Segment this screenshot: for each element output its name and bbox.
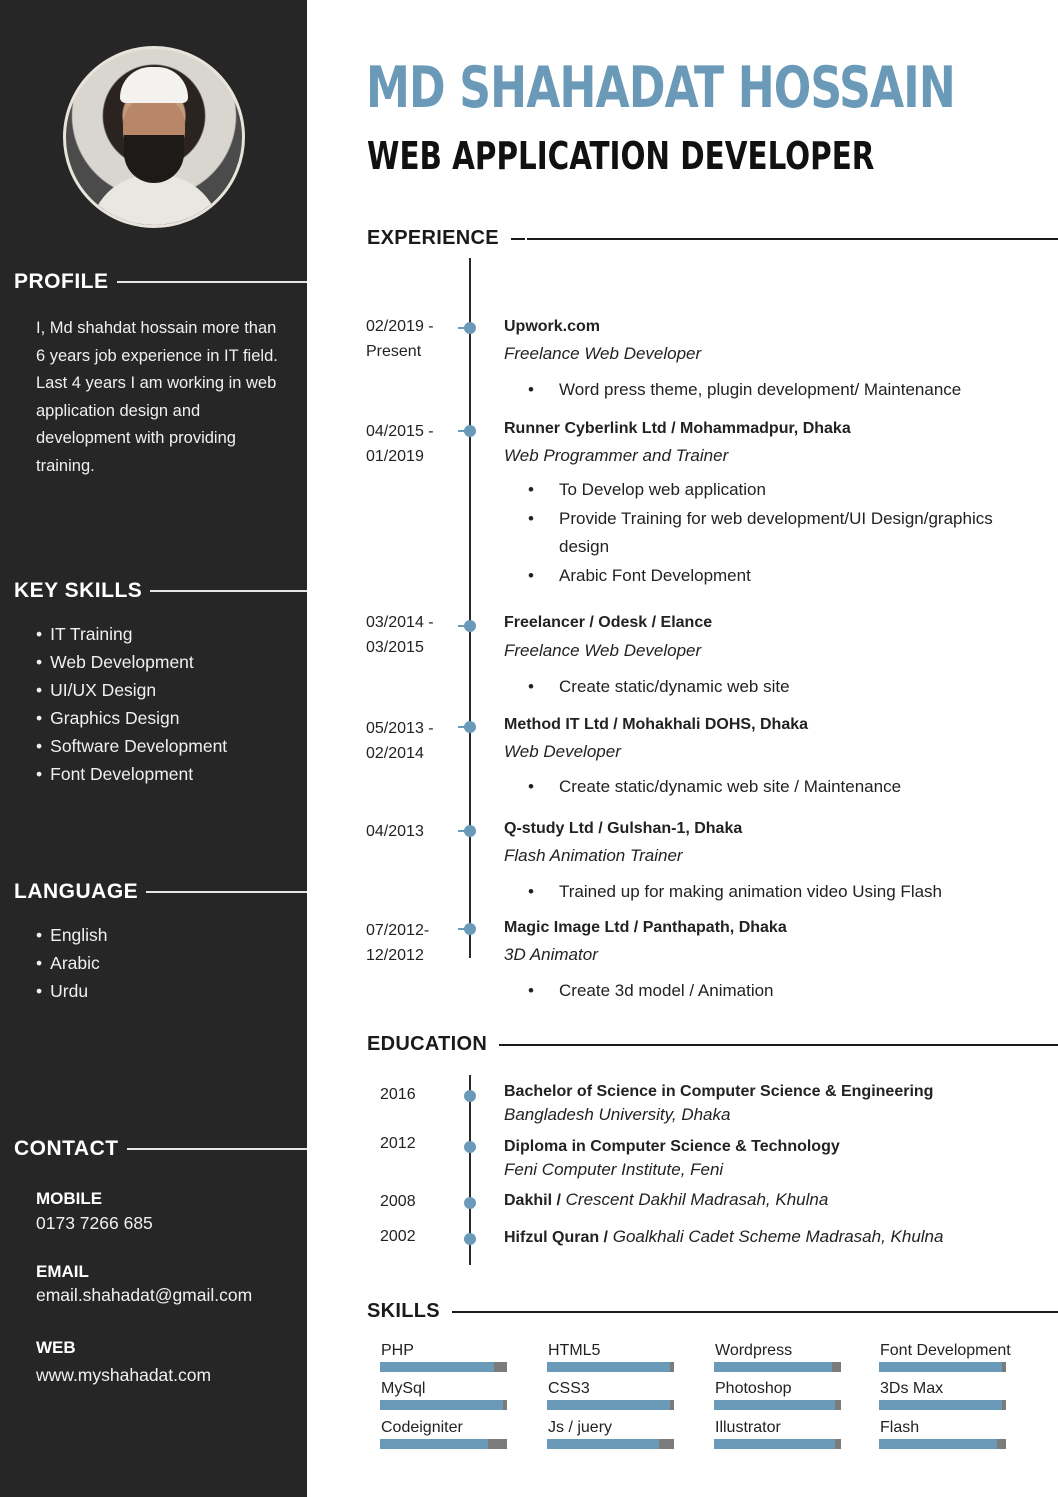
- timeline-dot: [464, 1141, 476, 1153]
- web-value: www.myshahadat.com: [36, 1365, 212, 1385]
- education-row: [504, 1227, 943, 1247]
- experience-bullets: [504, 476, 1034, 590]
- education-school: Crescent Dakhil Madrasah, Khulna: [560, 1190, 829, 1209]
- education-school: Bangladesh University, Dhaka: [504, 1105, 731, 1124]
- list-item: • Word press theme, plugin development/ Maintenance: [504, 376, 1034, 404]
- education-heading: EDUCATION: [367, 1033, 1058, 1056]
- skill-bar: CSS3: [547, 1380, 674, 1410]
- experience-company: Freelancer / Odesk / Elance: [504, 614, 713, 631]
- mobile-label: MOBILE: [36, 1189, 103, 1208]
- list-item: • Create 3d model / Animation: [504, 977, 1034, 1005]
- list-item: • Arabic Font Development: [504, 562, 1034, 590]
- timeline-dot: [464, 1233, 476, 1245]
- experience-bullets: [504, 878, 1034, 906]
- experience-role: Freelance Web Developer: [504, 641, 702, 660]
- skill-bar: Wordpress: [714, 1342, 841, 1372]
- list-item: • UI/UX Design: [36, 676, 227, 704]
- experience-heading: EXPERIENCE: [367, 227, 1058, 250]
- list-item: • Provide Training for web development/UI Design/graphics design: [504, 505, 1034, 561]
- experience-company: Upwork.com: [504, 318, 601, 335]
- language-heading: LANGUAGE: [14, 880, 307, 904]
- experience-company: Method IT Ltd / Mohakhali DOHS, Dhaka: [504, 716, 809, 733]
- profile-photo: [63, 46, 245, 228]
- web-label: WEB: [36, 1338, 76, 1357]
- email-label: EMAIL: [36, 1262, 89, 1281]
- job-title: WEB APPLICATION DEVELOPER: [367, 134, 875, 178]
- experience-bullets: [504, 376, 1034, 404]
- skill-bar: Codeigniter: [380, 1419, 507, 1449]
- experience-date: 05/2013 - 02/2014: [366, 720, 434, 762]
- education-year: 2016: [380, 1086, 416, 1103]
- education-row: [504, 1190, 828, 1210]
- list-item: • Web Development: [36, 648, 227, 676]
- experience-date: 07/2012- 12/2012: [366, 922, 430, 964]
- skill-bar: HTML5: [547, 1342, 674, 1372]
- profile-text: I, Md shahdat hossain more than 6 years job experience in IT field. Last 4 years I am working in web application design and development with providing training.: [36, 319, 278, 475]
- experience-date: 04/2013: [366, 823, 424, 840]
- timeline-dot: [464, 721, 476, 733]
- education-year: 2002: [380, 1228, 416, 1245]
- list-item: • IT Training: [36, 620, 227, 648]
- timeline-dot: [464, 322, 476, 334]
- timeline-dot: [464, 825, 476, 837]
- experience-role: Freelance Web Developer: [504, 344, 702, 363]
- skill-bar: Flash: [879, 1419, 1006, 1449]
- education-year: 2008: [380, 1193, 416, 1210]
- experience-company: Magic Image Ltd / Panthapath, Dhaka: [504, 919, 787, 936]
- experience-role: 3D Animator: [504, 945, 598, 964]
- sidebar: [0, 0, 307, 1497]
- skill-bar: 3Ds Max: [879, 1380, 1006, 1410]
- experience-date: 04/2015 - 01/2019: [366, 423, 434, 465]
- timeline-dot: [464, 923, 476, 935]
- list-item: • Graphics Design: [36, 704, 227, 732]
- skills-heading: SKILLS: [367, 1300, 1058, 1323]
- experience-role: Flash Animation Trainer: [504, 846, 683, 865]
- list-item: • English: [36, 921, 108, 949]
- list-item: • Create static/dynamic web site / Maintenance: [504, 773, 1034, 801]
- skill-bar: PHP: [380, 1342, 507, 1372]
- skill-bar: MySql: [380, 1380, 507, 1410]
- education-degree: Diploma in Computer Science & Technology: [504, 1138, 840, 1155]
- skill-bar: Font Development: [879, 1342, 1006, 1372]
- experience-bullets: [504, 673, 1034, 701]
- skill-bar: Illustrator: [714, 1419, 841, 1449]
- education-school: Feni Computer Institute, Feni: [504, 1160, 724, 1179]
- experience-company: Q-study Ltd / Gulshan-1, Dhaka: [504, 820, 743, 837]
- profile-heading: PROFILE: [14, 270, 307, 294]
- list-item: • Trained up for making animation video Using Flash: [504, 878, 1034, 906]
- skill-bar: Photoshop: [714, 1380, 841, 1410]
- key-skills-list: [36, 620, 227, 788]
- skill-bar: Js / juery: [547, 1419, 674, 1449]
- education-degree: Dakhil /: [504, 1192, 561, 1209]
- list-item: • Urdu: [36, 977, 108, 1005]
- person-name: MD SHAHADAT HOSSAIN: [366, 55, 955, 121]
- education-degree: Bachelor of Science in Computer Science & Engineering: [504, 1083, 934, 1100]
- list-item: • Software Development: [36, 732, 227, 760]
- education-school: Goalkhali Cadet Scheme Madrasah, Khulna: [608, 1227, 944, 1246]
- experience-date: 02/2019 - Present: [366, 318, 434, 360]
- timeline-dot: [464, 1090, 476, 1102]
- timeline-dot: [464, 1197, 476, 1209]
- education-degree: Hifzul Quran /: [504, 1229, 608, 1246]
- experience-date: 03/2014 - 03/2015: [366, 614, 434, 656]
- key-skills-heading: KEY SKILLS: [14, 579, 307, 603]
- email-value: email.shahadat@gmail.com: [36, 1285, 253, 1305]
- experience-bullets: [504, 977, 1034, 1005]
- experience-company: Runner Cyberlink Ltd / Mohammadpur, Dhaka: [504, 420, 851, 437]
- education-year: 2012: [380, 1135, 416, 1152]
- list-item: • Font Development: [36, 760, 227, 788]
- list-item: • To Develop web application: [504, 476, 1034, 504]
- list-item: • Create static/dynamic web site: [504, 673, 1034, 701]
- language-list: [36, 921, 108, 1005]
- experience-bullets: [504, 773, 1034, 801]
- experience-timeline: [469, 258, 471, 958]
- experience-role: Web Developer: [504, 742, 621, 761]
- timeline-dot: [464, 620, 476, 632]
- list-item: • Arabic: [36, 949, 108, 977]
- experience-role: Web Programmer and Trainer: [504, 446, 729, 465]
- mobile-value: 0173 7266 685: [36, 1213, 153, 1233]
- timeline-dot: [464, 425, 476, 437]
- contact-heading: CONTACT: [14, 1137, 307, 1161]
